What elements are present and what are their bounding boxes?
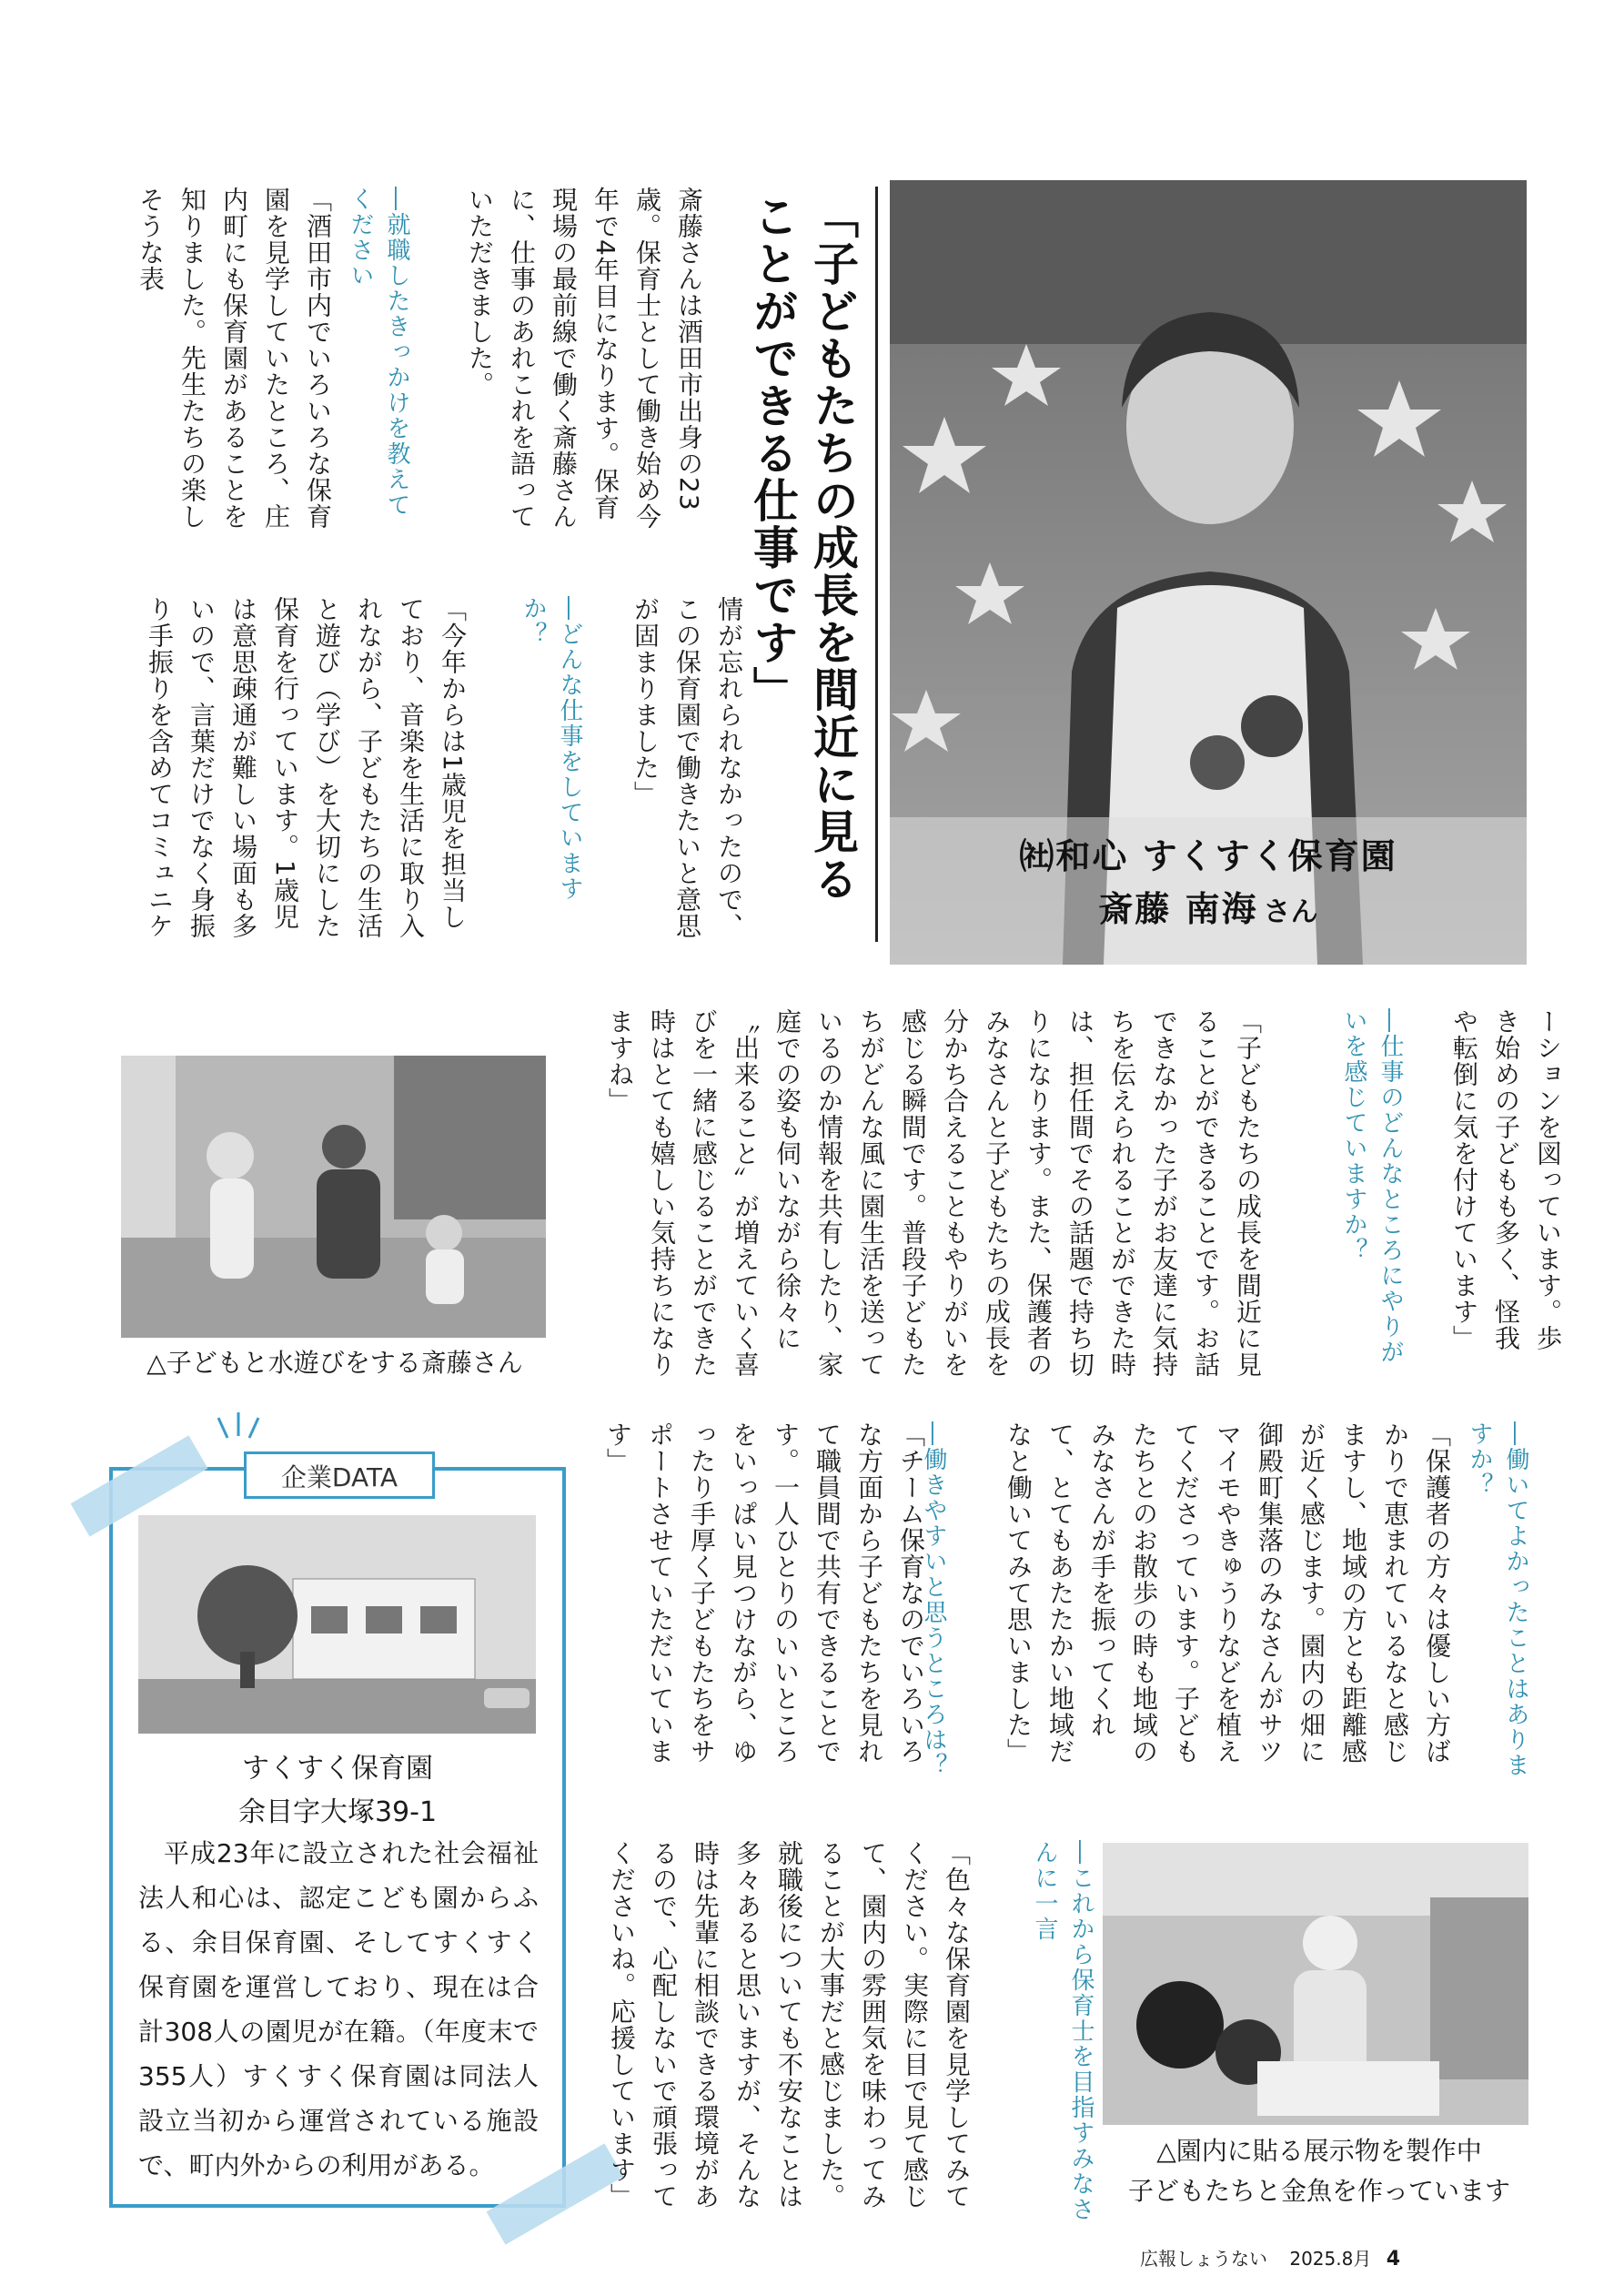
answer-1a: 「酒田市内でいろいろな保育園を見学していたところ、庄内町にも保育園があることを知りました。先生たちの楽しそうな表 <box>136 187 333 530</box>
craft-caption-2: 子どもたちと金魚を作っています <box>1127 2176 1510 2206</box>
answer-6: 「色々な保育園を見学してみてください。実際に目で見て感じて、園内の雰囲気を味わってみることが大事だと感じました。就職後についても不安なことは多々あると思いますが、そんな時は先輩に相談できる環境があるので、心配しないで頑張ってくださいね。応援しています」 <box>607 1840 972 2210</box>
nursery-building-photo <box>138 1515 536 1734</box>
profile-org: ㈳和心 すくすく保育園 <box>1019 836 1397 876</box>
question-6: ―これから保育士を目指すみなさんに一言 <box>1031 1840 1094 2222</box>
question-3: ―仕事のどんなところにやりがいを感じていますか？ <box>1340 1008 1404 1365</box>
question-5: ―働きやすいと思うところは？ <box>920 1421 947 1778</box>
footer-publication: 広報しょうない <box>1140 2248 1267 2270</box>
page-footer <box>1140 2244 1400 2271</box>
profile-name-line <box>890 881 1527 931</box>
answer-5: 「チーム保育なのでいろいろな方面から子どもたちを見れて職員間で共有できることです。一人ひとりのいいところをいっぱい見つけながら、ゆったり手厚く子どもたちをサポートさせていただいています」 <box>603 1421 926 1765</box>
craft-caption-1: △園内に貼る展示物を製作中 <box>1156 2136 1482 2166</box>
water-play-photo <box>121 1056 546 1338</box>
intro-text: 斎藤さんは酒田市出身の23歳。保育士として働き始め今年で4年目になります。保育現場の最前線で働く斎藤さんに、仕事のあれこれを語っていただきました。 <box>465 187 704 530</box>
headline-rule <box>875 187 878 942</box>
company-name: すくすく保育園 <box>242 1753 433 1785</box>
portrait-photo <box>890 180 1527 965</box>
question-2: ―どんな仕事をしていますか？ <box>519 596 583 902</box>
footer-issue: 2025.8月 <box>1289 2248 1372 2270</box>
answer-3: 「子どもたちの成長を間近に見ることができることです。お話できなかった子がお友達に気持ちを伝えられることができた時は、担任間でその話題で持ち切りになります。また、保護者のみなさんと子どもたちの成長を分かち合えることもやりがいを感じる瞬間です。普段子どもたちがどんな風に園生活を送っているのか情報を共有したり、家庭での姿も伺いながら徐々に〝出来ること〟が増えていく喜びを一緒に感じることができた時はとても嬉しい気持ちになりますね」 <box>605 1008 1263 1378</box>
craft-illustration <box>1103 1843 1528 2125</box>
answer-2b: ーションを図っています。歩き始めの子どもも多く、怪我や転倒に気を付けています」 <box>1449 1008 1563 1351</box>
sparkle-icon <box>209 1409 264 1445</box>
question-1: ―就職したきっかけを教えてください <box>347 187 410 518</box>
headline: 「子どもたちの成長を間近に見ることができる仕事です」 <box>746 193 859 903</box>
question-4: ―働いてよかったことはありますか？ <box>1466 1421 1529 1778</box>
building-illustration <box>138 1515 536 1734</box>
answer-2a: 「今年からは1歳児を担当しており、音楽を生活に取り入れながら、子どもたちの生活と遊び（学び）を大切にした保育を行っています。1歳児は意思疎通が難しい場面も多いので、言葉だけでなく身振り手振りを含めてコミュニケ <box>145 596 468 939</box>
water-play-illustration <box>121 1056 546 1338</box>
footer-page-number: 4 <box>1386 2248 1401 2271</box>
company-data-label: 企業DATA <box>244 1451 435 1499</box>
water-play-caption: △子どもと水遊びをする斎藤さん <box>146 1348 523 1378</box>
answer-4: 「保護者の方々は優しい方ばかりで恵まれているなと感じますし、地域の方とも距離感が近く感じます。園内の畑に御殿町集落のみなさんがサツマイモやきゅうりなどを植えてくださっています。子どもたちとのお散歩の時も地域のみなさんが手を振ってくれて、とてもあたたかい地域だなと働いてみて思いました」 <box>1004 1421 1452 1765</box>
answer-1b: 情が忘れられなかったので、この保育園で働きたいと意思が固まりました」 <box>630 596 744 939</box>
company-address: 余目字大塚39-1 <box>237 1796 438 1828</box>
profile-name: 斎藤 南海 <box>1098 889 1258 929</box>
company-description: 平成23年に設立された社会福祉法人和心は、認定こども園からふる、余目保育園、そしてすくすく保育園を運営しており、現在は合計308人の園児が在籍。（年度末で355人）すくすく保育園は同法人設立当初から運営されている施設で、町内外からの利用がある。 <box>138 1838 539 2180</box>
profile-honorific: さん <box>1263 896 1318 928</box>
craft-photo <box>1103 1843 1528 2125</box>
